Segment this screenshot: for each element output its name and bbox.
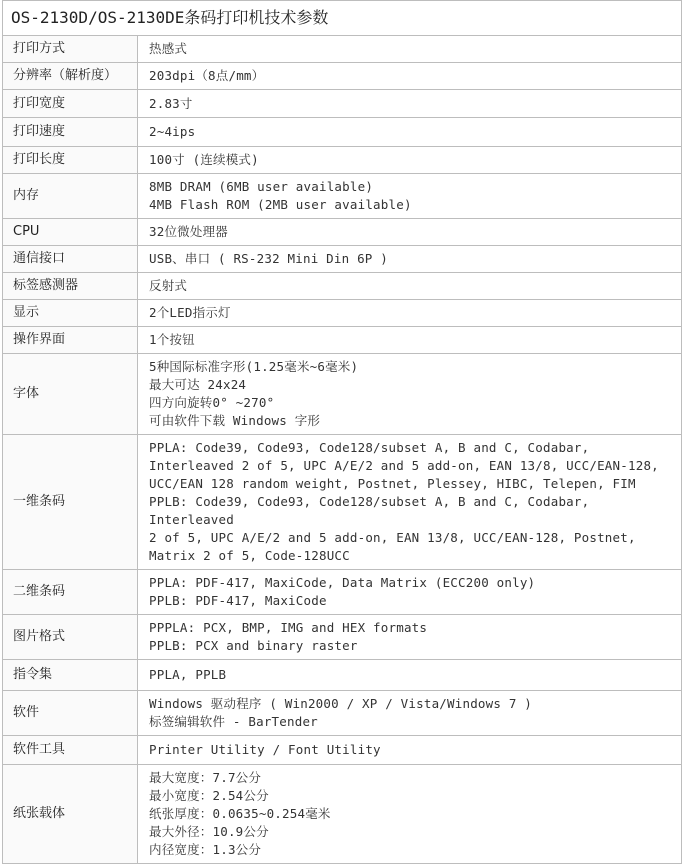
spec-row: [3, 691, 682, 736]
spec-label: 打印速度: [3, 118, 138, 147]
spec-label: 操作界面: [3, 327, 138, 354]
spec-value: 5种国际标准字形(1.25毫米~6毫米) 最大可达 24x24 四方向旋转0° ~270° 可由软件下载 Windows 字形: [138, 354, 682, 435]
spec-row: [3, 174, 682, 219]
spec-row: [3, 63, 682, 90]
spec-label: 打印宽度: [3, 90, 138, 118]
spec-row: [3, 570, 682, 615]
spec-label: 指令集: [3, 660, 138, 691]
spec-row: [3, 219, 682, 246]
spec-row: [3, 147, 682, 174]
spec-label: 软件: [3, 691, 138, 736]
spec-row: [3, 327, 682, 354]
spec-value: PPLA: PDF-417, MaxiCode, Data Matrix (ECC200 only) PPLB: PDF-417, MaxiCode: [138, 570, 682, 615]
spec-label: 通信接口: [3, 246, 138, 273]
spec-label: 标签感测器: [3, 273, 138, 300]
spec-value: 32位微处理器: [138, 219, 682, 246]
spec-label: 软件工具: [3, 736, 138, 765]
spec-value: 热感式: [138, 36, 682, 63]
spec-value: 2个LED指示灯: [138, 300, 682, 327]
spec-value: 203dpi（8点/mm）: [138, 63, 682, 90]
spec-row: [3, 435, 682, 570]
spec-value: 100寸 (连续模式): [138, 147, 682, 174]
page-title: OS-2130D/OS-2130DE条码打印机技术参数: [2, 0, 682, 35]
spec-value: 最大宽度：7.7公分 最小宽度：2.54公分 纸张厚度：0.0635~0.254毫米 最大外径：10.9公分 内径宽度：1.3公分: [138, 765, 682, 864]
spec-row: [3, 765, 682, 864]
spec-value: PPLA: Code39, Code93, Code128/subset A, B and C, Codabar, Interleaved 2 of 5, UPC A/E/2 and 5 add-on, EAN 13/8, UCC/EAN-128, UCC/EAN 128 random weight, Postnet, Plessey, HIBC, Telepen, FIM PPLB: Code39, Code93, Code128/subset A, B and C, Codabar, Interleaved 2 of 5, UPC A/E/2 and 5 add-on, EAN 13/8, UCC/EAN-128, Postnet, Matrix 2 of 5, Code-128UCC: [138, 435, 682, 570]
spec-row: [3, 118, 682, 147]
spec-row: [3, 660, 682, 691]
spec-row: [3, 615, 682, 660]
spec-value: 2.83寸: [138, 90, 682, 118]
spec-value: 8MB DRAM (6MB user available) 4MB Flash ROM (2MB user available): [138, 174, 682, 219]
spec-label: 一维条码: [3, 435, 138, 570]
spec-value: 1个按钮: [138, 327, 682, 354]
spec-value: Printer Utility / Font Utility: [138, 736, 682, 765]
spec-row: [3, 36, 682, 63]
spec-value: 2~4ips: [138, 118, 682, 147]
spec-table: [2, 35, 682, 864]
spec-sheet: [2, 0, 682, 864]
spec-row: [3, 354, 682, 435]
spec-label: 打印长度: [3, 147, 138, 174]
spec-value: USB、串口 ( RS-232 Mini Din 6P ): [138, 246, 682, 273]
spec-label: 分辨率（解析度）: [3, 63, 138, 90]
spec-label: 显示: [3, 300, 138, 327]
spec-label: 内存: [3, 174, 138, 219]
spec-row: [3, 300, 682, 327]
spec-label: 图片格式: [3, 615, 138, 660]
spec-label: 纸张载体: [3, 765, 138, 864]
spec-value: PPLA, PPLB: [138, 660, 682, 691]
spec-row: [3, 736, 682, 765]
spec-label: 二维条码: [3, 570, 138, 615]
spec-label: CPU: [3, 219, 138, 246]
spec-row: [3, 90, 682, 118]
spec-value: 反射式: [138, 273, 682, 300]
spec-label: 打印方式: [3, 36, 138, 63]
spec-row: [3, 273, 682, 300]
spec-value: PPPLA: PCX, BMP, IMG and HEX formats PPLB: PCX and binary raster: [138, 615, 682, 660]
spec-value: Windows 驱动程序 ( Win2000 / XP / Vista/Windows 7 ) 标签编辑软件 - BarTender: [138, 691, 682, 736]
spec-row: [3, 246, 682, 273]
spec-label: 字体: [3, 354, 138, 435]
